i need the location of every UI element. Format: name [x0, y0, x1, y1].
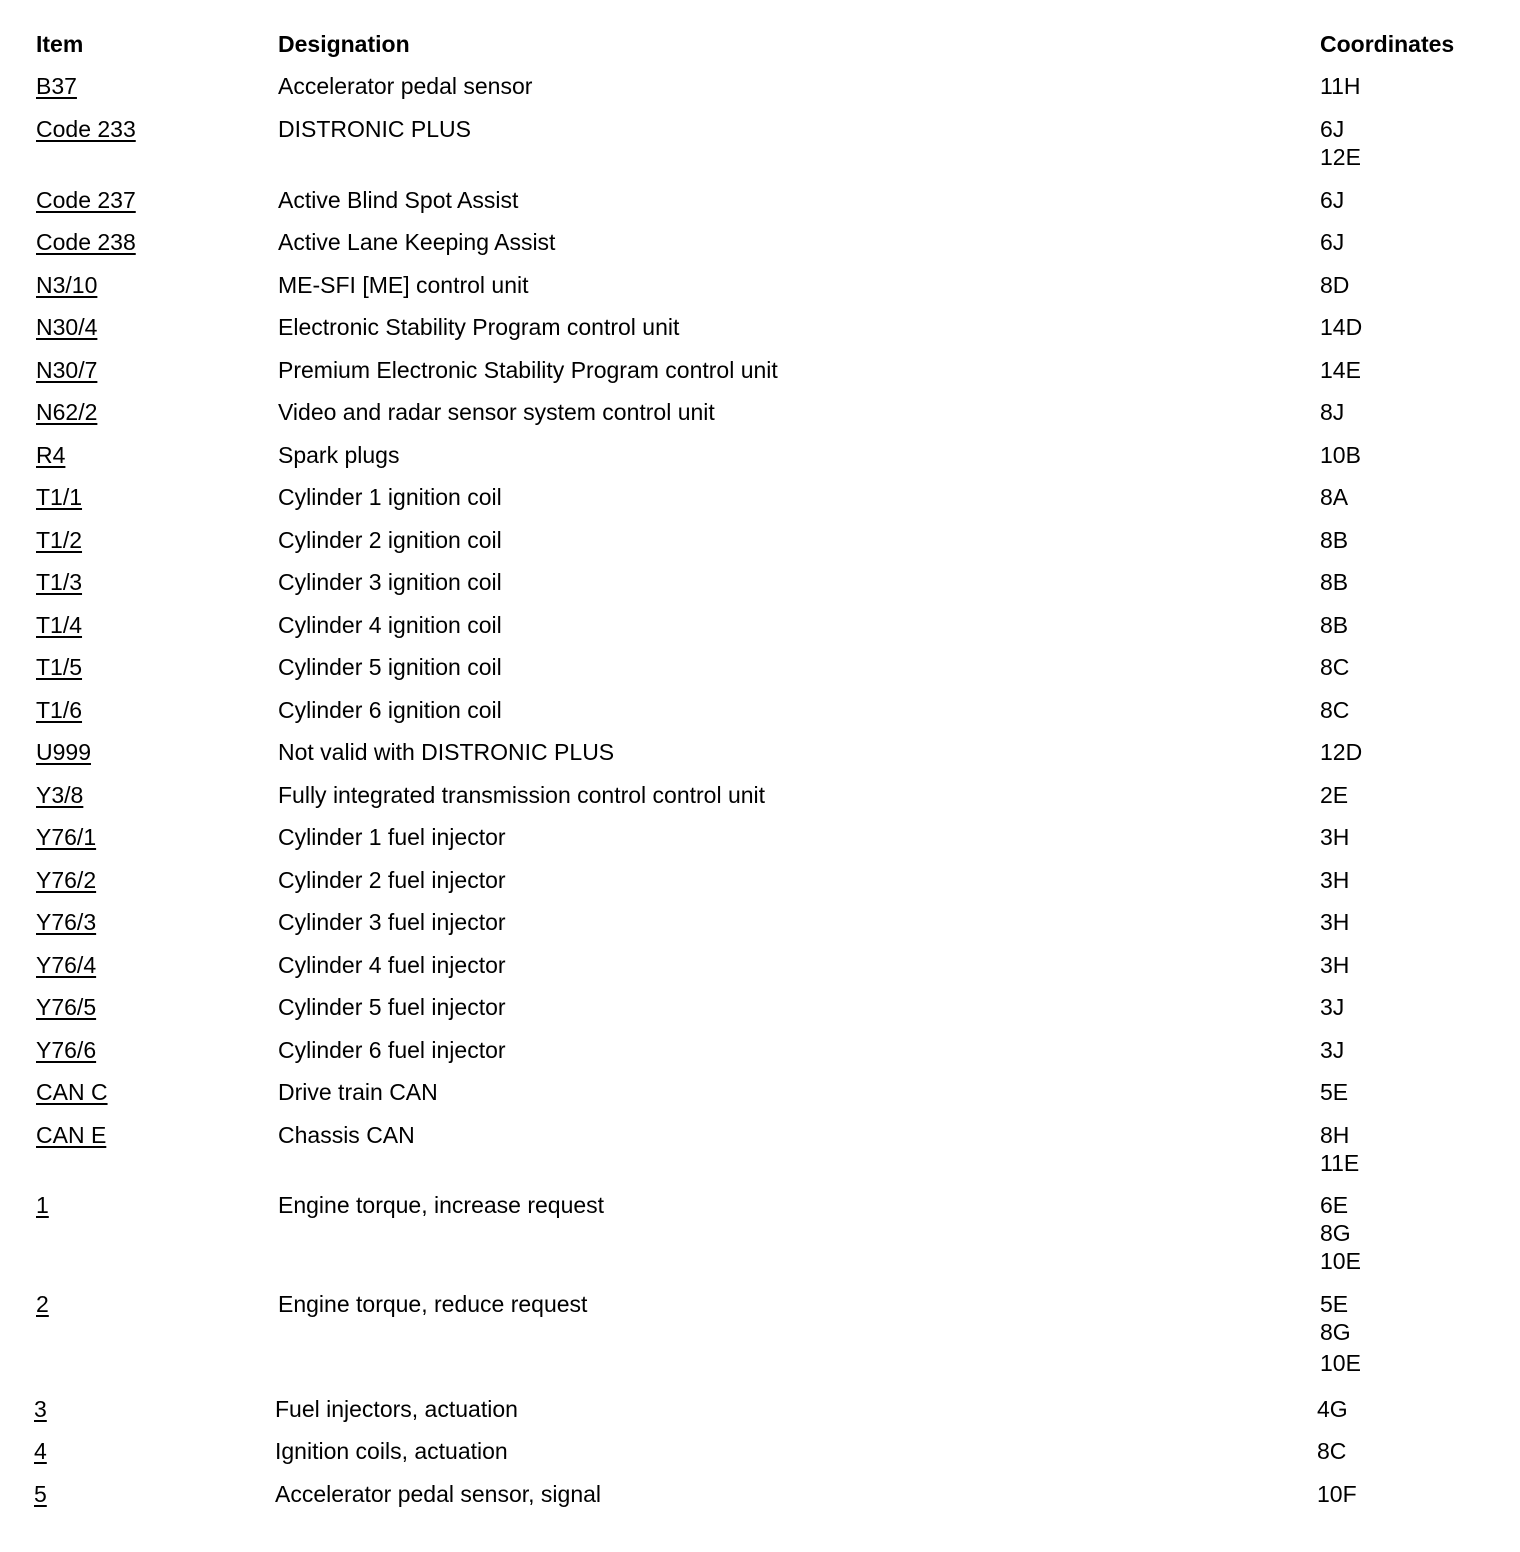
coordinates-cell	[1320, 186, 1344, 214]
coordinates-cell	[1317, 1480, 1357, 1508]
coordinate-value: 12E	[1320, 144, 1361, 170]
coordinates-cell	[1320, 483, 1348, 511]
item-link[interactable]: R4	[36, 442, 66, 468]
designation-text: Cylinder 3 ignition coil	[278, 569, 502, 595]
designation-text: Drive train CAN	[278, 1079, 438, 1105]
item-link[interactable]: Code 238	[36, 229, 136, 255]
designation-text: Engine torque, reduce request	[278, 1291, 588, 1317]
item-link[interactable]: B37	[36, 73, 77, 99]
coordinates-cell	[1320, 115, 1361, 171]
designation-text: Ignition coils, actuation	[275, 1438, 508, 1464]
coordinates-cell	[1320, 356, 1361, 384]
designation-text: Cylinder 5 fuel injector	[278, 994, 506, 1020]
coordinates-cell	[1320, 398, 1344, 426]
coordinate-value: 6J	[1320, 229, 1345, 255]
coordinate-value: 8G	[1320, 1220, 1351, 1246]
designation-text: Cylinder 6 fuel injector	[278, 1037, 506, 1063]
coordinates-cell	[1320, 1036, 1344, 1064]
item-link[interactable]: 4	[34, 1438, 47, 1464]
coordinate-value: 6J	[1320, 187, 1345, 213]
coordinate-value: 11E	[1320, 1150, 1360, 1176]
coordinate-value: 10E	[1320, 1248, 1361, 1274]
item-link[interactable]: U999	[36, 739, 91, 765]
coordinates-cell	[1320, 1078, 1348, 1106]
item-link[interactable]: 3	[34, 1396, 47, 1422]
item-link[interactable]: Y76/5	[36, 994, 97, 1020]
item-link[interactable]: N3/10	[36, 272, 98, 298]
designation-text: Cylinder 4 ignition coil	[278, 612, 502, 638]
item-link[interactable]: 1	[36, 1192, 49, 1218]
header-item: Item	[36, 31, 84, 57]
coordinate-value: 8C	[1320, 654, 1350, 680]
item-link[interactable]: Y3/8	[36, 782, 84, 808]
coordinate-value: 8J	[1320, 399, 1345, 425]
coordinates-cell	[1320, 1121, 1359, 1177]
designation-text: Premium Electronic Stability Program control unit	[278, 357, 778, 383]
coordinates-cell	[1320, 866, 1349, 894]
coordinate-value: 8C	[1320, 697, 1350, 723]
designation-text: Cylinder 5 ignition coil	[278, 654, 502, 680]
designation-text: Fuel injectors, actuation	[275, 1396, 518, 1422]
designation-text: Cylinder 2 fuel injector	[278, 867, 506, 893]
coordinates-cell	[1320, 611, 1348, 639]
coordinates-cell	[1320, 653, 1349, 681]
item-link[interactable]: Y76/3	[36, 909, 97, 935]
designation-text: Engine torque, increase request	[278, 1192, 605, 1218]
coordinates-cell	[1320, 823, 1349, 851]
coordinate-value: 14D	[1320, 314, 1363, 340]
coordinates-cell	[1320, 696, 1349, 724]
designation-text: Cylinder 6 ignition coil	[278, 697, 502, 723]
coordinates-cell	[1317, 1395, 1348, 1423]
designation-text: Video and radar sensor system control unit	[278, 399, 715, 425]
header-designation: Designation	[278, 31, 410, 57]
designation-text: Electronic Stability Program control unit	[278, 314, 680, 340]
coordinates-cell	[1320, 72, 1361, 100]
coordinates-cell	[1317, 1437, 1346, 1465]
coordinates-cell	[1320, 951, 1349, 979]
coordinate-value: 6E	[1320, 1192, 1349, 1218]
item-link[interactable]: T1/3	[36, 569, 83, 595]
item-link[interactable]: T1/2	[36, 527, 83, 553]
designation-text: Accelerator pedal sensor	[278, 73, 533, 99]
item-link[interactable]: N30/4	[36, 314, 98, 340]
item-link[interactable]: Code 237	[36, 187, 136, 213]
designation-text: ME-SFI [ME] control unit	[278, 272, 529, 298]
coordinate-value: 14E	[1320, 357, 1361, 383]
coordinate-value: 2E	[1320, 782, 1349, 808]
coordinate-value: 4G	[1317, 1396, 1348, 1422]
coordinate-value: 6J	[1320, 116, 1345, 142]
coordinate-value: 8D	[1320, 272, 1350, 298]
item-link[interactable]: CAN C	[36, 1079, 108, 1105]
designation-text: Cylinder 3 fuel injector	[278, 909, 506, 935]
coordinate-value: 8H	[1320, 1122, 1350, 1148]
coordinate-value: 8B	[1320, 569, 1349, 595]
coordinate-value: 8B	[1320, 527, 1349, 553]
coordinate-value: 10E	[1320, 1350, 1361, 1376]
designation-text: Spark plugs	[278, 442, 400, 468]
designation-text: Cylinder 1 ignition coil	[278, 484, 502, 510]
coordinate-value: 3H	[1320, 952, 1350, 978]
coordinate-value: 5E	[1320, 1079, 1349, 1105]
coordinates-cell	[1320, 441, 1361, 469]
header-coordinates: Coordinates	[1320, 31, 1455, 57]
coordinate-value: 11H	[1320, 73, 1361, 99]
designation-text: Cylinder 2 ignition coil	[278, 527, 502, 553]
coordinate-value: 3J	[1320, 994, 1345, 1020]
designation-text: Fully integrated transmission control control unit	[278, 782, 766, 808]
designation-text: Cylinder 4 fuel injector	[278, 952, 506, 978]
designation-text: Active Lane Keeping Assist	[278, 229, 556, 255]
designation-text: Active Blind Spot Assist	[278, 187, 519, 213]
item-link[interactable]: T1/1	[36, 484, 83, 510]
coordinate-value: 3H	[1320, 824, 1350, 850]
designation-text: Chassis CAN	[278, 1122, 415, 1148]
coordinate-value: 3H	[1320, 909, 1350, 935]
coordinates-cell	[1320, 908, 1349, 936]
item-link[interactable]: CAN E	[36, 1122, 107, 1148]
coordinate-value: 10B	[1320, 442, 1361, 468]
item-link[interactable]: T1/5	[36, 654, 83, 680]
coordinate-value: 8B	[1320, 612, 1349, 638]
coordinates-cell	[1320, 781, 1348, 809]
designation-text: Cylinder 1 fuel injector	[278, 824, 506, 850]
coordinates-cell	[1320, 228, 1344, 256]
item-link[interactable]: T1/4	[36, 612, 83, 638]
designation-text: Not valid with DISTRONIC PLUS	[278, 739, 615, 765]
coordinates-cell	[1320, 1290, 1361, 1381]
item-link[interactable]: Code 233	[36, 116, 136, 142]
item-link[interactable]: N30/7	[36, 357, 98, 383]
item-link[interactable]: T1/6	[36, 697, 83, 723]
item-link[interactable]: Y76/6	[36, 1037, 97, 1063]
coordinate-value: 8C	[1317, 1438, 1347, 1464]
coordinates-cell	[1320, 526, 1348, 554]
item-link[interactable]: N62/2	[36, 399, 98, 425]
coordinate-value: 5E	[1320, 1291, 1349, 1317]
coordinates-cell	[1320, 568, 1348, 596]
item-link[interactable]: 2	[36, 1291, 49, 1317]
coordinate-value: 3H	[1320, 867, 1350, 893]
item-link[interactable]: Y76/4	[36, 952, 97, 978]
coordinate-value: 12D	[1320, 739, 1363, 765]
coordinates-cell	[1320, 738, 1362, 766]
coordinates-cell	[1320, 1191, 1361, 1275]
item-link[interactable]: 5	[34, 1481, 47, 1507]
coordinate-value: 3J	[1320, 1037, 1345, 1063]
coordinates-cell	[1320, 271, 1349, 299]
item-link[interactable]: Y76/1	[36, 824, 97, 850]
coordinates-cell	[1320, 993, 1344, 1021]
coordinate-value: 8G	[1320, 1319, 1351, 1345]
coordinate-value: 8A	[1320, 484, 1349, 510]
coordinates-cell	[1320, 313, 1362, 341]
coordinate-value: 10F	[1317, 1481, 1357, 1507]
item-link[interactable]: Y76/2	[36, 867, 97, 893]
designation-text: Accelerator pedal sensor, signal	[275, 1481, 602, 1507]
designation-text: DISTRONIC PLUS	[278, 116, 471, 142]
